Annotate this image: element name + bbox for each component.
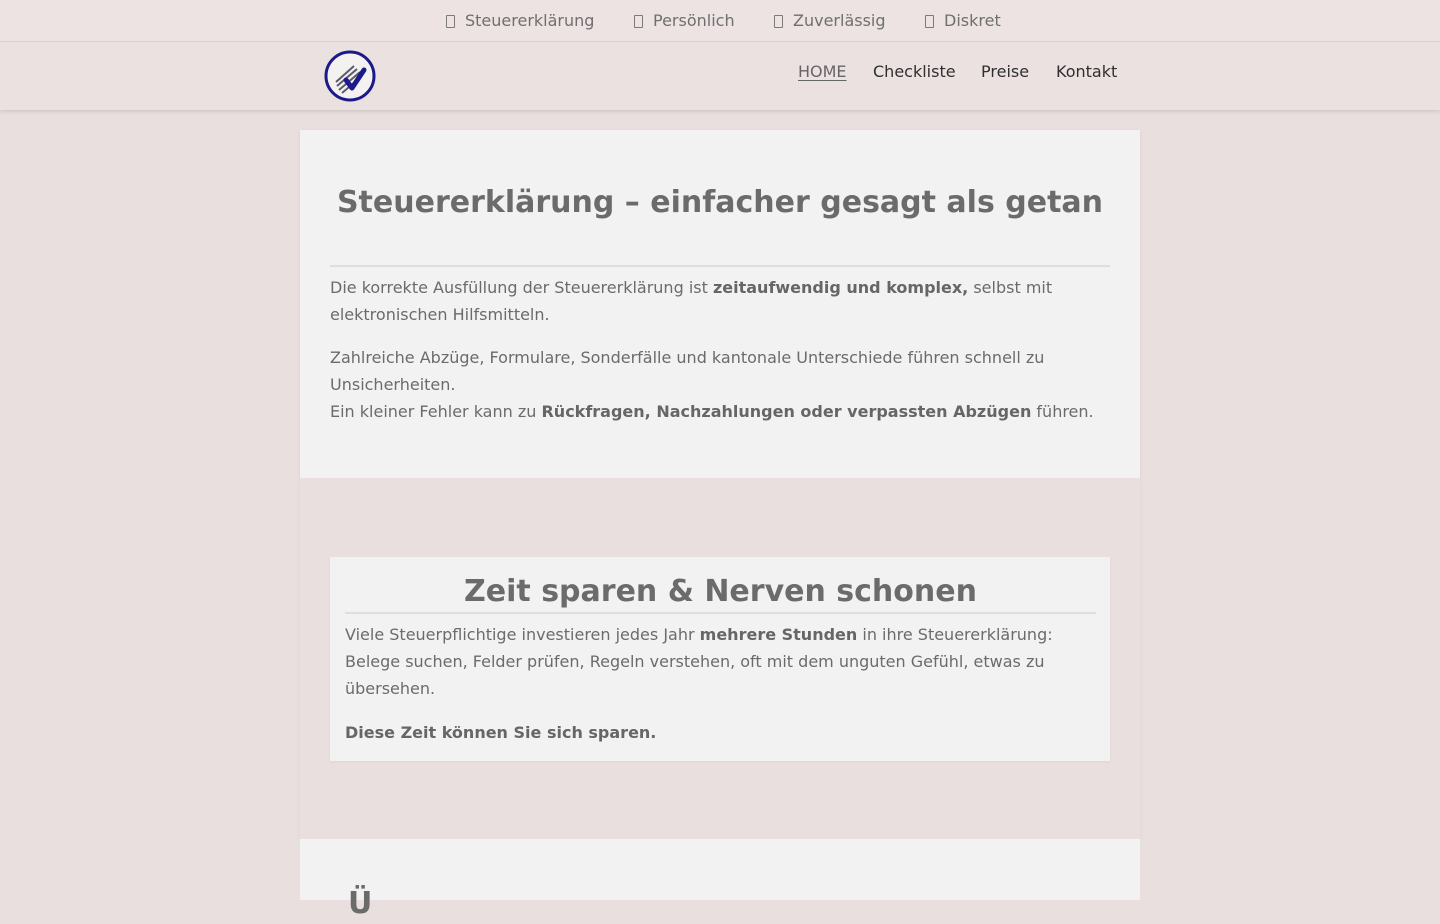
bold-span: mehrere Stunden [699, 625, 858, 644]
time-paragraph-2 [345, 719, 1085, 746]
text-span: Zahlreiche Abzüge, Formulare, Sonderfälle und kantonale Unterschiede führen schnell zu Unsicherheiten. [330, 348, 1045, 394]
top-info-bar [0, 0, 1440, 42]
site-header [0, 42, 1440, 110]
topbar-item-label: Persönlich [653, 11, 735, 30]
title-divider [330, 265, 1110, 267]
text-span: Viele Steuerpflichtige investieren jedes Jahr [345, 625, 700, 644]
doc-icon [774, 15, 783, 28]
topbar-item-label: Zuverlässig [793, 11, 886, 30]
nav-home[interactable]: HOME [798, 62, 847, 81]
nav-kontakt[interactable]: Kontakt [1056, 62, 1118, 81]
doc-icon [446, 15, 455, 28]
time-card-title: Zeit sparen & Nerven schonen [464, 574, 977, 609]
intro-paragraph-2 [330, 344, 1110, 425]
bold-span: Rückfragen, Nachzahlungen oder verpassten Abzügen [541, 402, 1032, 421]
text-span: in ihre Steuererklärung: Belege suchen, Felder prüfen, Regeln verstehen, oft mit dem unguten Gefühl, etwas zu übersehen. [345, 625, 1053, 698]
intro-paragraph-1 [330, 274, 1100, 328]
text-span: führen. [1031, 402, 1094, 421]
nav-preise[interactable]: Preise [981, 62, 1030, 81]
topbar-item-label: Diskret [944, 11, 1001, 30]
bold-span: zeitaufwendig und komplex, [712, 278, 969, 297]
text-span: Ein kleiner Fehler kann zu [330, 402, 542, 421]
nav-checkliste[interactable]: Checkliste [873, 62, 956, 81]
text-span: selbst mit elektronischen Hilfsmitteln. [330, 278, 1053, 324]
topbar-item-persoenlich [634, 11, 735, 31]
text-span: Die korrekte Ausfüllung der Steuererklärung ist [330, 278, 713, 297]
checkmark-logo[interactable] [324, 50, 376, 102]
time-paragraph-1 [345, 621, 1085, 702]
topbar-item-label: Steuererklärung [465, 11, 595, 30]
next-section-title: Ü [348, 886, 373, 921]
intro-title: Steuererklärung – einfacher gesagt als getan [336, 185, 1104, 220]
card-title-divider [345, 612, 1096, 614]
bold-span: Diese Zeit können Sie sich sparen. [345, 723, 657, 742]
next-section [300, 839, 1140, 900]
topbar-item-steuererklaerung [446, 11, 594, 31]
doc-icon [634, 15, 643, 28]
topbar-item-zuverlaessig [774, 11, 886, 31]
topbar-item-diskret [925, 11, 1001, 31]
doc-icon [925, 15, 934, 28]
